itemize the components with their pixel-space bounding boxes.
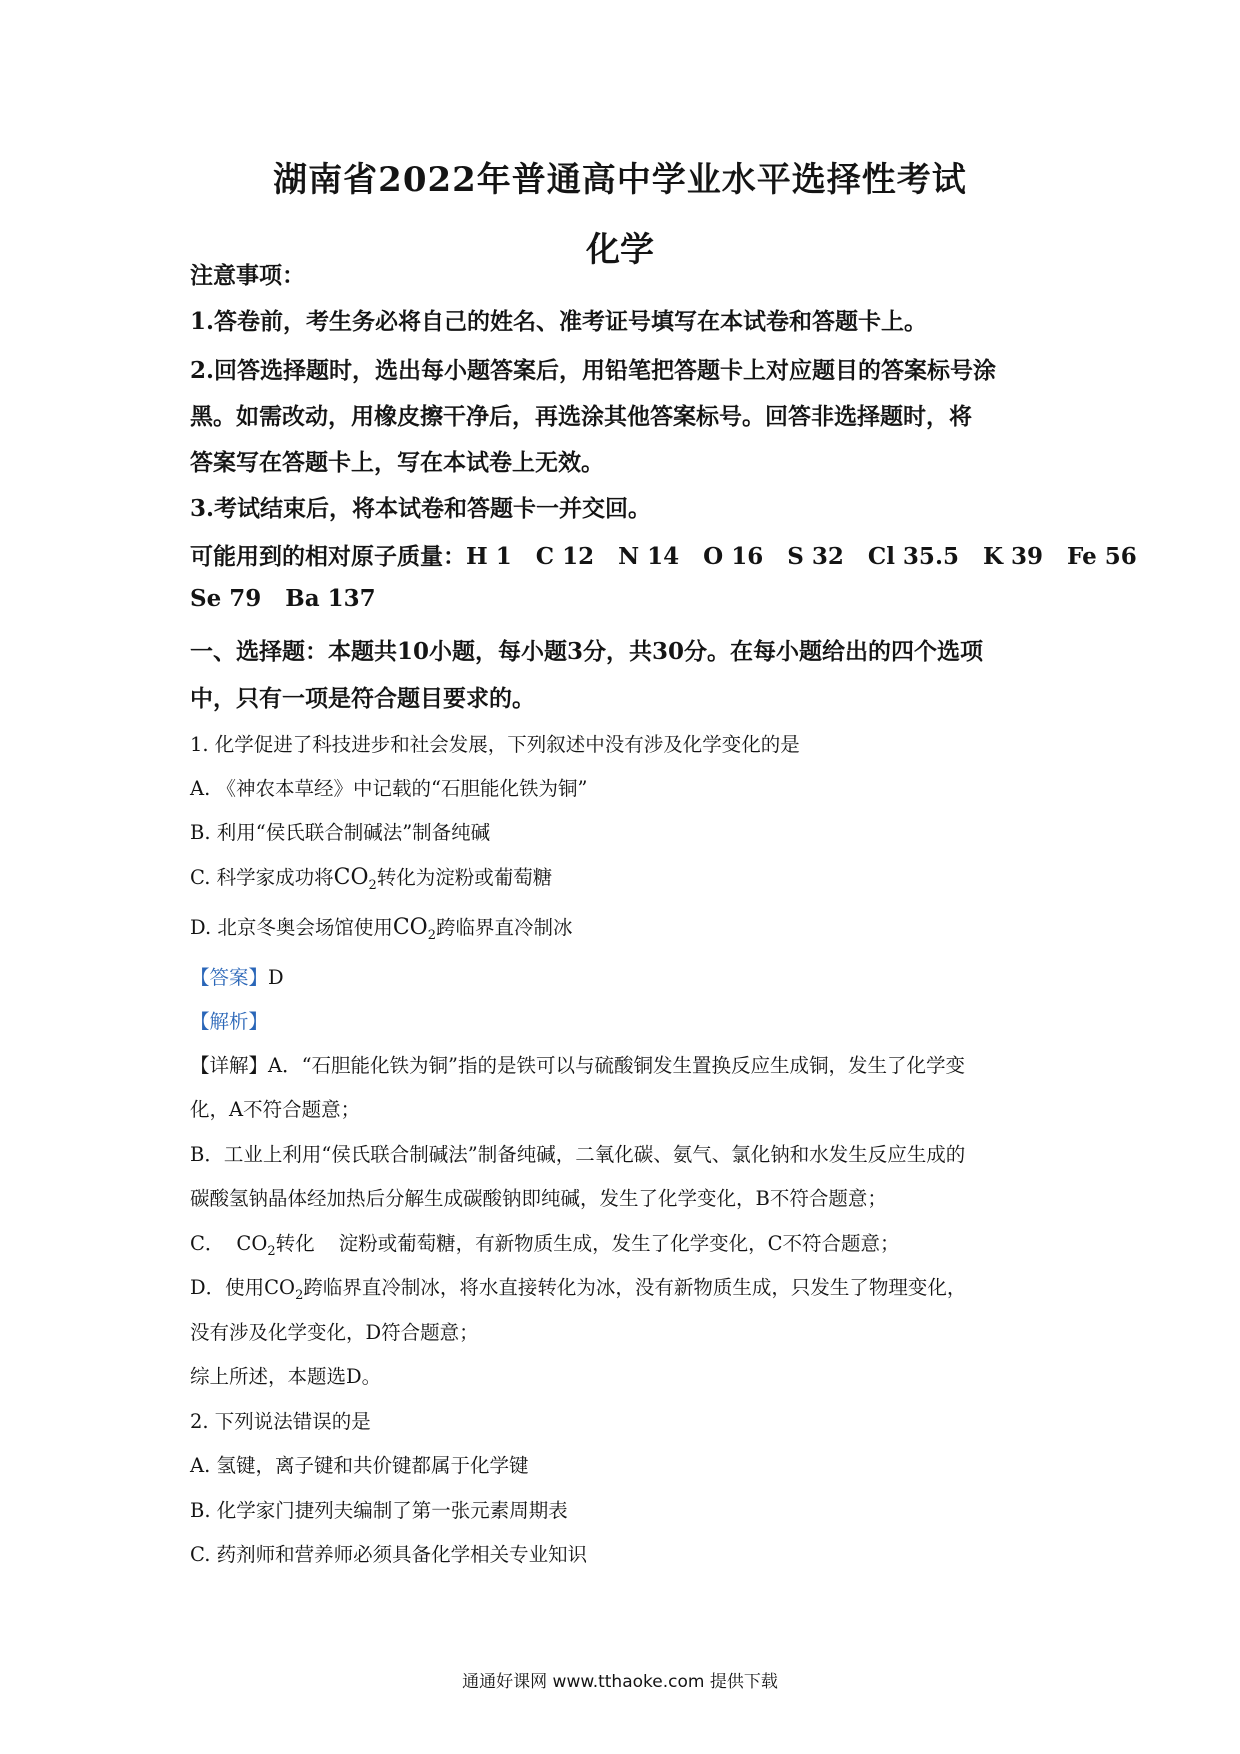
- atomic-masses-line-2: Se 79 Ba 137: [190, 585, 376, 612]
- section-heading-line-2: 中，只有一项是符合题目要求的。: [190, 685, 535, 712]
- q1-option-a: A. 《神农本草经》中记载的“石胆能化铁为铜”: [190, 777, 588, 800]
- q1-option-b: B. 利用“侯氏联合制碱法”制备纯碱: [190, 821, 491, 844]
- subject-title: 化学: [586, 230, 654, 270]
- analysis-tag: 【解析】: [190, 1010, 269, 1033]
- co2-subscript: 2: [368, 878, 377, 893]
- q1-option-c-suffix: 转化为淀粉或葡萄糖: [376, 866, 553, 889]
- co2-subscript: 2: [427, 928, 436, 943]
- detail-c-suffix: 淀粉或葡萄糖，有新物质生成，发生了化学变化，C不符合题意；: [338, 1232, 900, 1255]
- q1-answer: [190, 962, 284, 990]
- notice-item-2-line-1: 2.回答选择题时，选出每小题答案后，用铅笔把答题卡上对应题目的答案标号涂: [190, 357, 997, 384]
- detail-summary: 综上所述，本题选D。: [190, 1365, 382, 1388]
- detail-d-prefix: D．使用: [190, 1276, 265, 1299]
- q1-option-d-suffix: 跨临界直冷制冰: [436, 916, 573, 939]
- co2-formula: CO: [264, 1276, 296, 1299]
- detail-line-5: [190, 1228, 900, 1259]
- detail-c-prefix: C．: [190, 1232, 225, 1255]
- co2-formula: CO: [333, 865, 369, 890]
- co2-formula: CO: [236, 1232, 268, 1255]
- footer-credit: 通通好课网 www.tthaoke.com 提供下载: [462, 1672, 778, 1692]
- q1-option-d: [190, 912, 573, 943]
- q1-option-c-prefix: C. 科学家成功将: [190, 866, 334, 889]
- detail-d-suffix: 跨临界直冷制冰，将水直接转化为冰，没有新物质生成，只发生了物理变化，: [303, 1276, 967, 1299]
- notice-item-2-line-3: 答案写在答题卡上，写在本试卷上无效。: [190, 449, 604, 476]
- detail-line-6: [190, 1272, 966, 1303]
- detail-line-1: 【详解】A．“石胆能化铁为铜”指的是铁可以与硫酸铜发生置换反应生成铜，发生了化学变: [190, 1054, 966, 1077]
- detail-line-7: 没有涉及化学变化，D符合题意；: [190, 1321, 479, 1344]
- notice-heading: 注意事项：: [190, 262, 305, 289]
- answer-tag: 【答案】: [190, 966, 269, 989]
- co2-subscript: 2: [267, 1244, 276, 1259]
- q1-option-d-prefix: D. 北京冬奥会场馆使用: [190, 916, 393, 939]
- q2-option-c: C. 药剂师和营养师必须具备化学相关专业知识: [190, 1543, 588, 1566]
- co2-subscript: 2: [295, 1288, 304, 1303]
- notice-item-3: 3.考试结束后，将本试卷和答题卡一并交回。: [190, 495, 652, 522]
- detail-line-4: 碳酸氢钠晶体经加热后分解生成碳酸钠即纯碱，发生了化学变化，B不符合题意；: [190, 1187, 887, 1210]
- q2-option-b: B. 化学家门捷列夫编制了第一张元素周期表: [190, 1499, 568, 1522]
- q2-stem: 2. 下列说法错误的是: [190, 1410, 371, 1433]
- co2-formula: CO: [392, 915, 428, 940]
- section-heading-line-1: 一、选择题：本题共10小题，每小题3分，共30分。在每小题给出的四个选项: [190, 638, 984, 665]
- q1-option-c: [190, 862, 552, 893]
- detail-c-middle: 转化: [275, 1232, 315, 1255]
- notice-item-2-line-2: 黑。如需改动，用橡皮擦干净后，再选涂其他答案标号。回答非选择题时，将: [190, 403, 972, 430]
- answer-value: D: [268, 966, 284, 989]
- q2-option-a: A. 氢键，离子键和共价键都属于化学键: [190, 1454, 529, 1477]
- notice-item-1: 1.答卷前，考生务必将自己的姓名、准考证号填写在本试卷和答题卡上。: [190, 308, 928, 335]
- detail-line-3: B．工业上利用“侯氏联合制碱法”制备纯碱，二氧化碳、氨气、氯化钠和水发生反应生成的: [190, 1143, 966, 1166]
- detail-line-2: 化，A不符合题意；: [190, 1098, 361, 1121]
- exam-title: 湖南省2022年普通高中学业水平选择性考试: [273, 160, 967, 200]
- q1-stem: 1. 化学促进了科技进步和社会发展，下列叙述中没有涉及化学变化的是: [190, 733, 800, 756]
- atomic-masses-line-1: 可能用到的相对原子质量：H 1 C 12 N 14 O 16 S 32 Cl 35.5 K 39 Fe 56: [190, 543, 1137, 570]
